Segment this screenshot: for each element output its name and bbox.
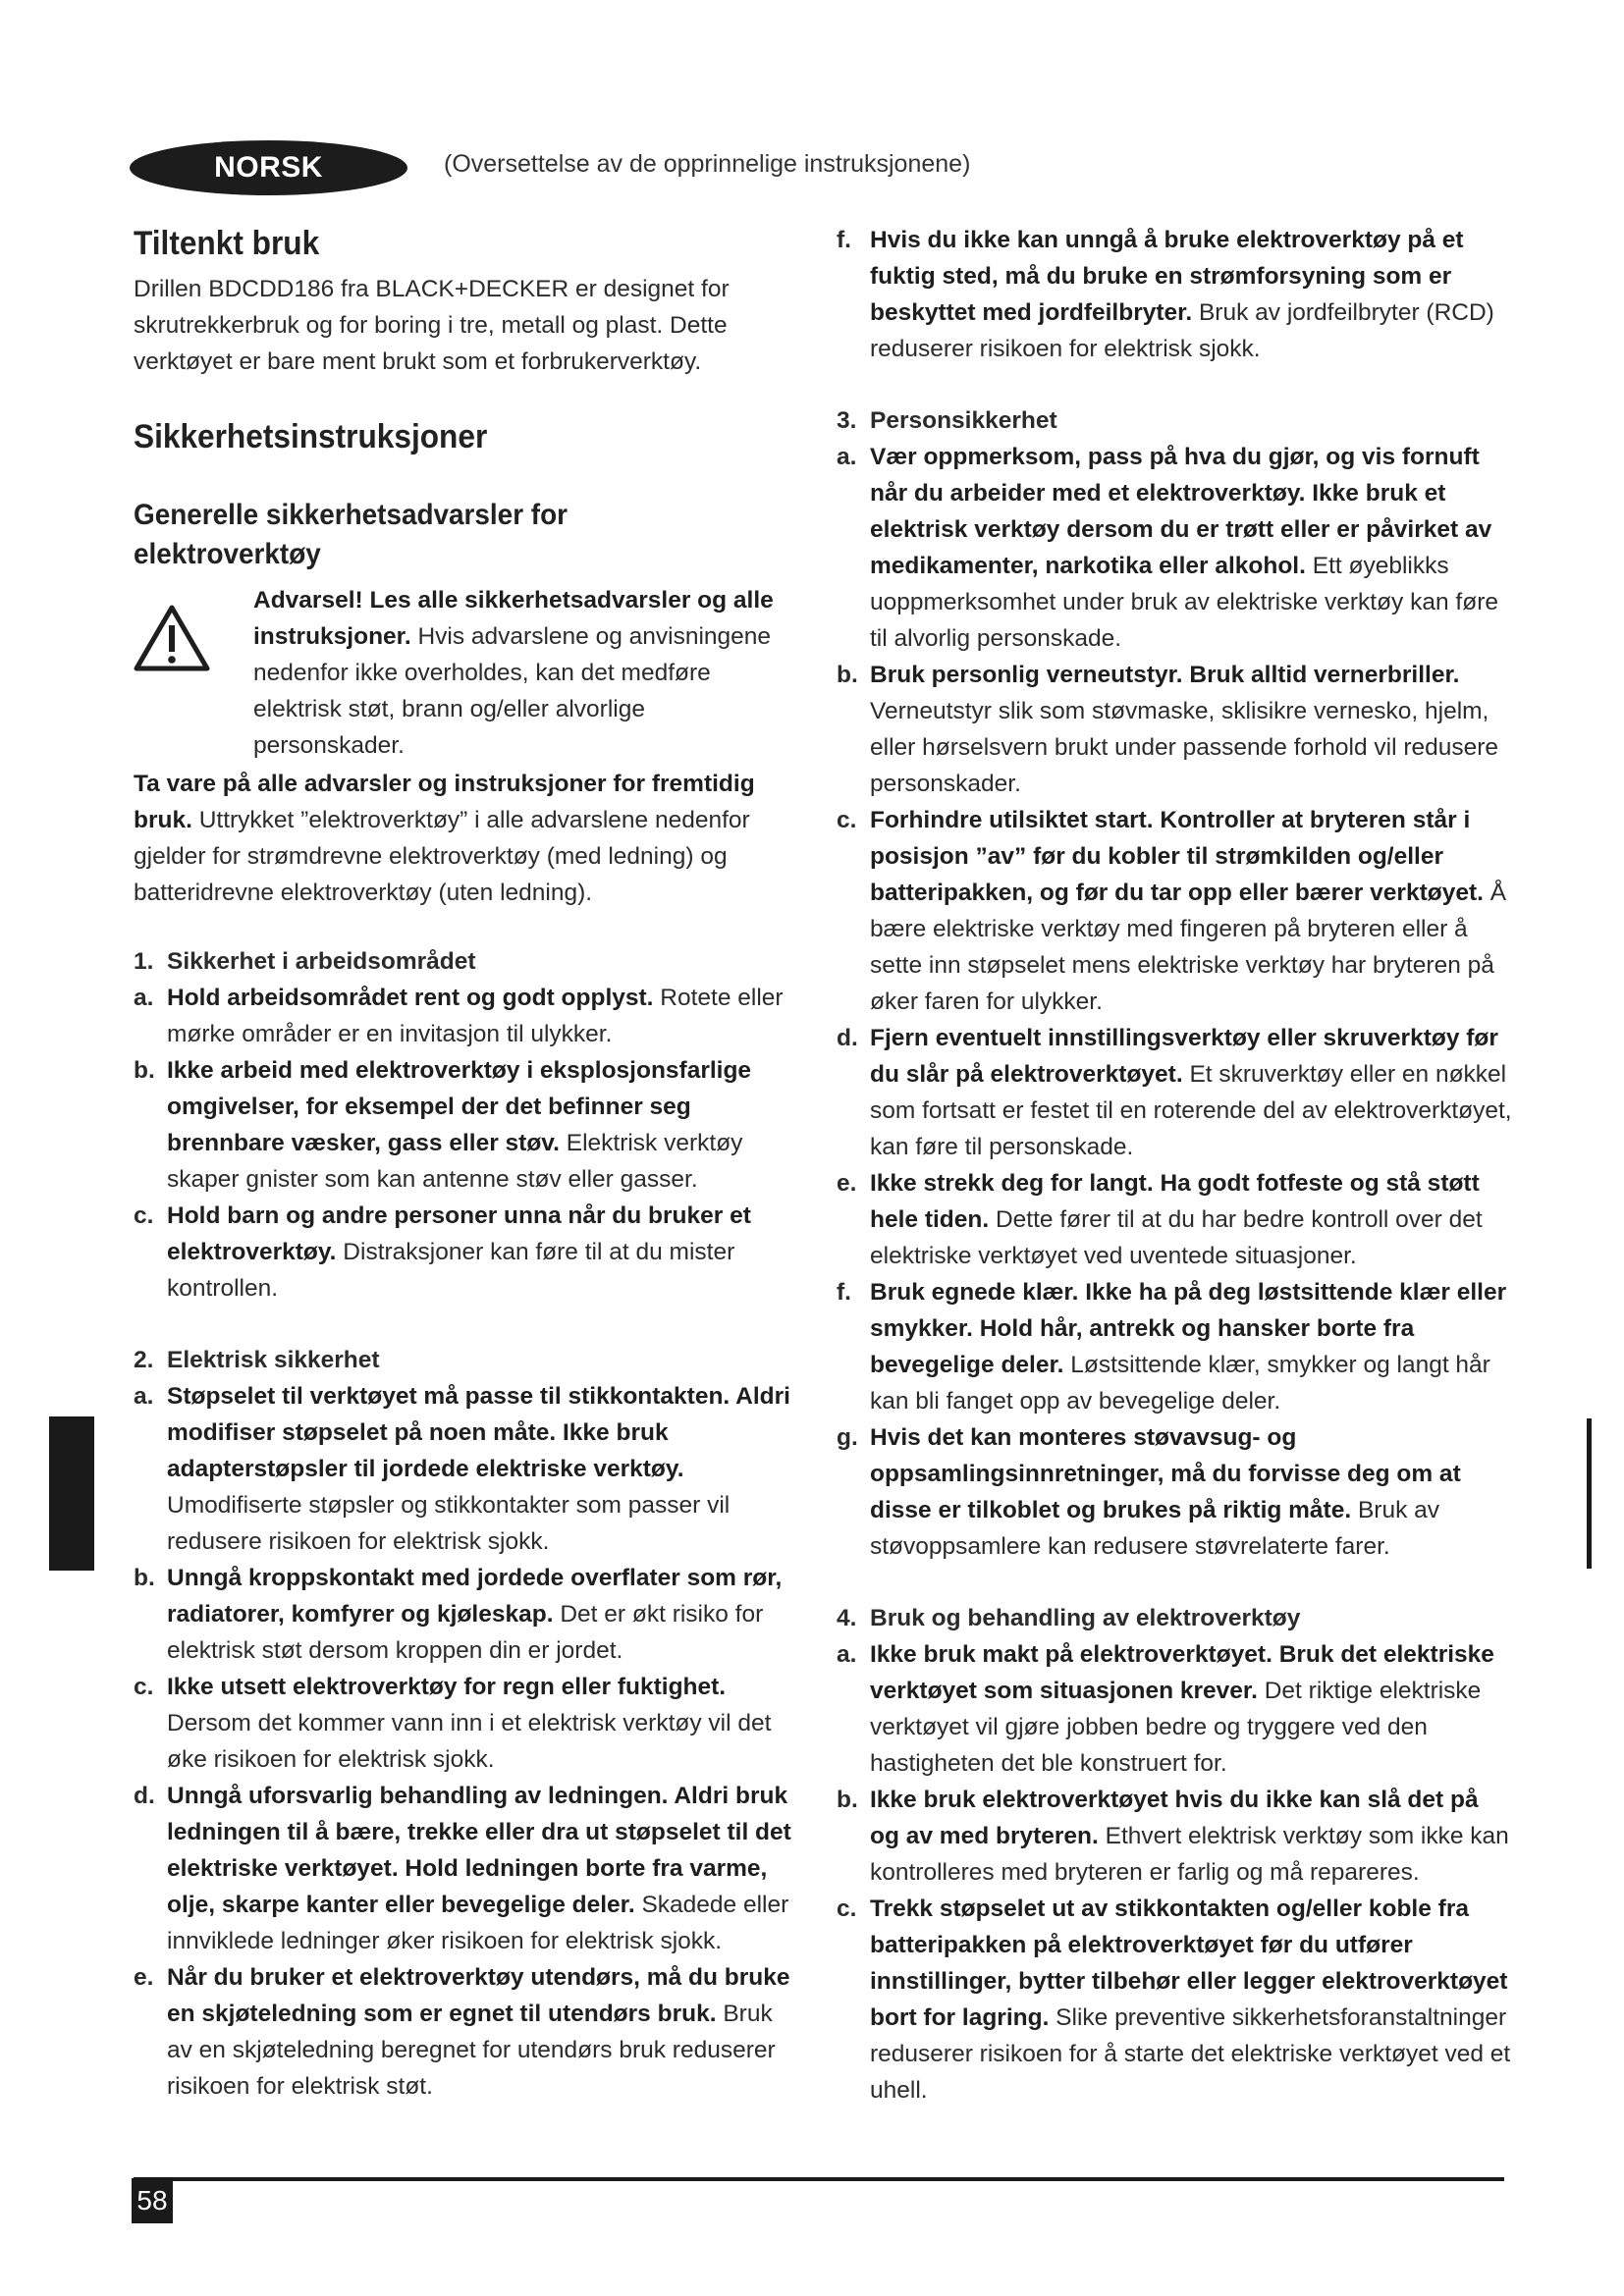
list-item: c. Hold barn og andre personer unna når du bruker et elektroverktøy. Distraksjoner kan føre til at du mister kontrollen.: [134, 1202, 751, 1302]
left-column: [134, 222, 801, 2105]
translation-note: (Oversettelse av de opprinnelige instruksjonene): [444, 150, 971, 178]
list-item: f. Bruk egnede klær. Ikke ha på deg løstsittende klær eller smykker. Hold hår, antrekk og hansker borte fra bevegelige deler. Løstsittende klær, smykker og langt hår kan bli fanget opp av bevegelige deler.: [837, 1279, 1507, 1415]
list-item: b. Bruk personlig verneutstyr. Bruk alltid vernerbriller. Verneutstyr slik som støvmaske, sklisikre vernesko, hjelm, eller hørselsvern brukt under passende forhold vil redusere personskader.: [837, 662, 1499, 797]
page-number: 58: [132, 2178, 173, 2223]
footer-rule: [134, 2177, 1504, 2181]
warning-triangle-icon: [134, 582, 253, 764]
list-item: e. Når du bruker et elektroverktøy utendørs, må du bruke en skjøteledning som er egnet til utendørs bruk. Bruk av en skjøteledning beregnet for utendørs bruk reduserer risikoen for elektrisk støt.: [134, 1964, 790, 2100]
warning-block: [134, 582, 801, 764]
list-item: a. Vær oppmerksom, pass på hva du gjør, og vis fornuft når du arbeider med et elektroverktøy. Ikke bruk et elektrisk verktøy dersom du er trøtt eller er påvirket av medikamenter, narkotika eller alkohol. Ett øyeblikks uoppmerksomhet under bruk av elektriske verktøy kan føre til alvorlig personskade.: [837, 444, 1498, 652]
list-item: g. Hvis det kan monteres støvavsug- og oppsamlingsinnretninger, må du forvisse deg om at disse er tilkoblet og brukes på riktig måte. Bruk av støvoppsamlere kan redusere støvrelaterte farer.: [837, 1424, 1461, 1560]
language-label: NORSK: [214, 151, 323, 184]
section-4-title: 4. Bruk og behandling av elektroverktøy: [837, 1605, 1301, 1631]
list-item: e. Ikke strekk deg for langt. Ha godt fotfeste og stå støtt hele tiden. Dette fører til at du har bedre kontroll over det elektriske verktøyet ved uventede situasjoner.: [837, 1170, 1483, 1269]
list-item: a. Hold arbeidsområdet rent og godt opplyst. Rotete eller mørke områder er en invitasjon til ulykker.: [134, 985, 784, 1047]
list-item: d. Unngå uforsvarlig behandling av ledningen. Aldri bruk ledningen til å bære, trekke eller dra ut støpselet til det elektriske verktøyet. Hold ledningen borte fra varme, olje, skarpe kanter eller bevegelige deler. Skadede eller innviklede ledninger øker risikoen for elektrisk sjokk.: [134, 1783, 791, 1954]
list-item: f. Hvis du ikke kan unngå å bruke elektroverktøy på et fuktig sted, må du bruke en strømforsyning som er beskyttet med jordfeilbryter. Bruk av jordfeilbryter (RCD) reduserer risikoen for elektrisk sjokk.: [837, 227, 1494, 362]
list-item: b. Unngå kroppskontakt med jordede overflater som rør, radiatorer, komfyrer og kjøleskap. Det er økt risiko for elektrisk støt dersom kroppen din er jordet.: [134, 1565, 783, 1664]
language-badge: [130, 140, 407, 195]
list-item: a. Ikke bruk makt på elektroverktøyet. Bruk det elektriske verktøyet som situasjonen krever. Det riktige elektriske verktøyet vil gjøre jobben bedre og tryggere ved den hastigheten det ble konstruert for.: [837, 1641, 1494, 1777]
warning-text: Hvis advarslene og anvisningene nedenfor ikke overholdes, kan det medføre elektrisk støt, brann og/eller alvorlige personskader.: [253, 623, 772, 759]
general-warnings-heading: Generelle sikkerhetsadvarsler for elektroverktøy: [134, 499, 568, 570]
list-item: a. Støpselet til verktøyet må passe til stikkontakten. Aldri modifiser støpselet på noen måte. Ikke bruk adapterstøpsler til jordede elektriske verktøy. Umodifiserte støpsler og stikkontakter som passer vil redusere risikoen for elektrisk sjokk.: [134, 1383, 790, 1555]
margin-change-bar: [1587, 1418, 1592, 1569]
list-item: b. Ikke arbeid med elektroverktøy i eksplosjonsfarlige omgivelser, for eksempel der det befinner seg brennbare væsker, gass eller støv. Elektrisk verktøy skaper gnister som kan antenne støv eller gasser.: [134, 1057, 752, 1193]
list-item: d. Fjern eventuelt innstillingsverktøy eller skruverktøy før du slår på elektroverktøyet. Et skruverktøy eller en nøkkel som fortsatt er festet til en roterende del av elektroverktøyet, kan føre til personskade.: [837, 1025, 1512, 1160]
keep-instructions-paragraph: [134, 766, 801, 911]
list-item: c. Forhindre utilsiktet start. Kontroller at bryteren står i posisjon ”av” før du kobler til strømkilden og/eller batteripakken, og før du tar opp eller bærer verktøyet. Å bære elektriske verktøy med fingeren på bryteren eller å sette inn støpselet mens elektriske verktøy har bryteren på øker faren for ulykker.: [837, 807, 1507, 1015]
keep-text: Uttrykket ”elektroverktøy” i alle advarslene nedenfor gjelder for strømdrevne elektroverktøy (med ledning) og batteridrevne elektroverktøy (uten ledning).: [134, 807, 750, 906]
section-2-title: 2. Elektrisk sikkerhet: [134, 1347, 380, 1373]
intended-use-text: Drillen BDCDD186 fra BLACK+DECKER er designet for skrutrekkerbruk og for boring i tre, metall og plast. Dette verktøyet er bare ment brukt som et forbrukerverktøy.: [134, 276, 730, 375]
keep-bold: Ta vare på alle advarsler og instruksjoner for fremtidig bruk.: [134, 771, 755, 833]
safety-heading: Sikkerhetsinstruksjoner: [134, 418, 488, 455]
list-item: b. Ikke bruk elektroverktøyet hvis du ikke kan slå det på og av med bryteren. Ethvert elektrisk verktøy som ikke kan kontrolleres med bryteren er farlig og må repareres.: [837, 1787, 1509, 1886]
list-item: c. Trekk støpselet ut av stikkontakten og/eller koble fra batteripakken på elektroverktøyet før du utfører innstillinger, bytter tilbehør eller legger elektroverktøyet bort for lagring. Slike preventive sikkerhetsforanstaltninger reduserer risikoen for å starte det elektriske verktøyet ved et uhell.: [837, 1896, 1511, 2104]
section-3-title: 3. Personsikkerhet: [837, 407, 1057, 434]
right-column: [837, 222, 1514, 2109]
list-item: c. Ikke utsett elektroverktøy for regn eller fuktighet. Dersom det kommer vann inn i et elektrisk verktøy vil det øke risikoen for elektrisk sjokk.: [134, 1674, 772, 1773]
intended-use-heading: Tiltenkt bruk: [134, 225, 320, 262]
section-1-title: 1. Sikkerhet i arbeidsområdet: [134, 948, 476, 975]
warning-bold: Advarsel! Les alle sikkerhetsadvarsler og alle instruksjoner.: [253, 587, 774, 650]
language-side-tab: [49, 1416, 94, 1571]
